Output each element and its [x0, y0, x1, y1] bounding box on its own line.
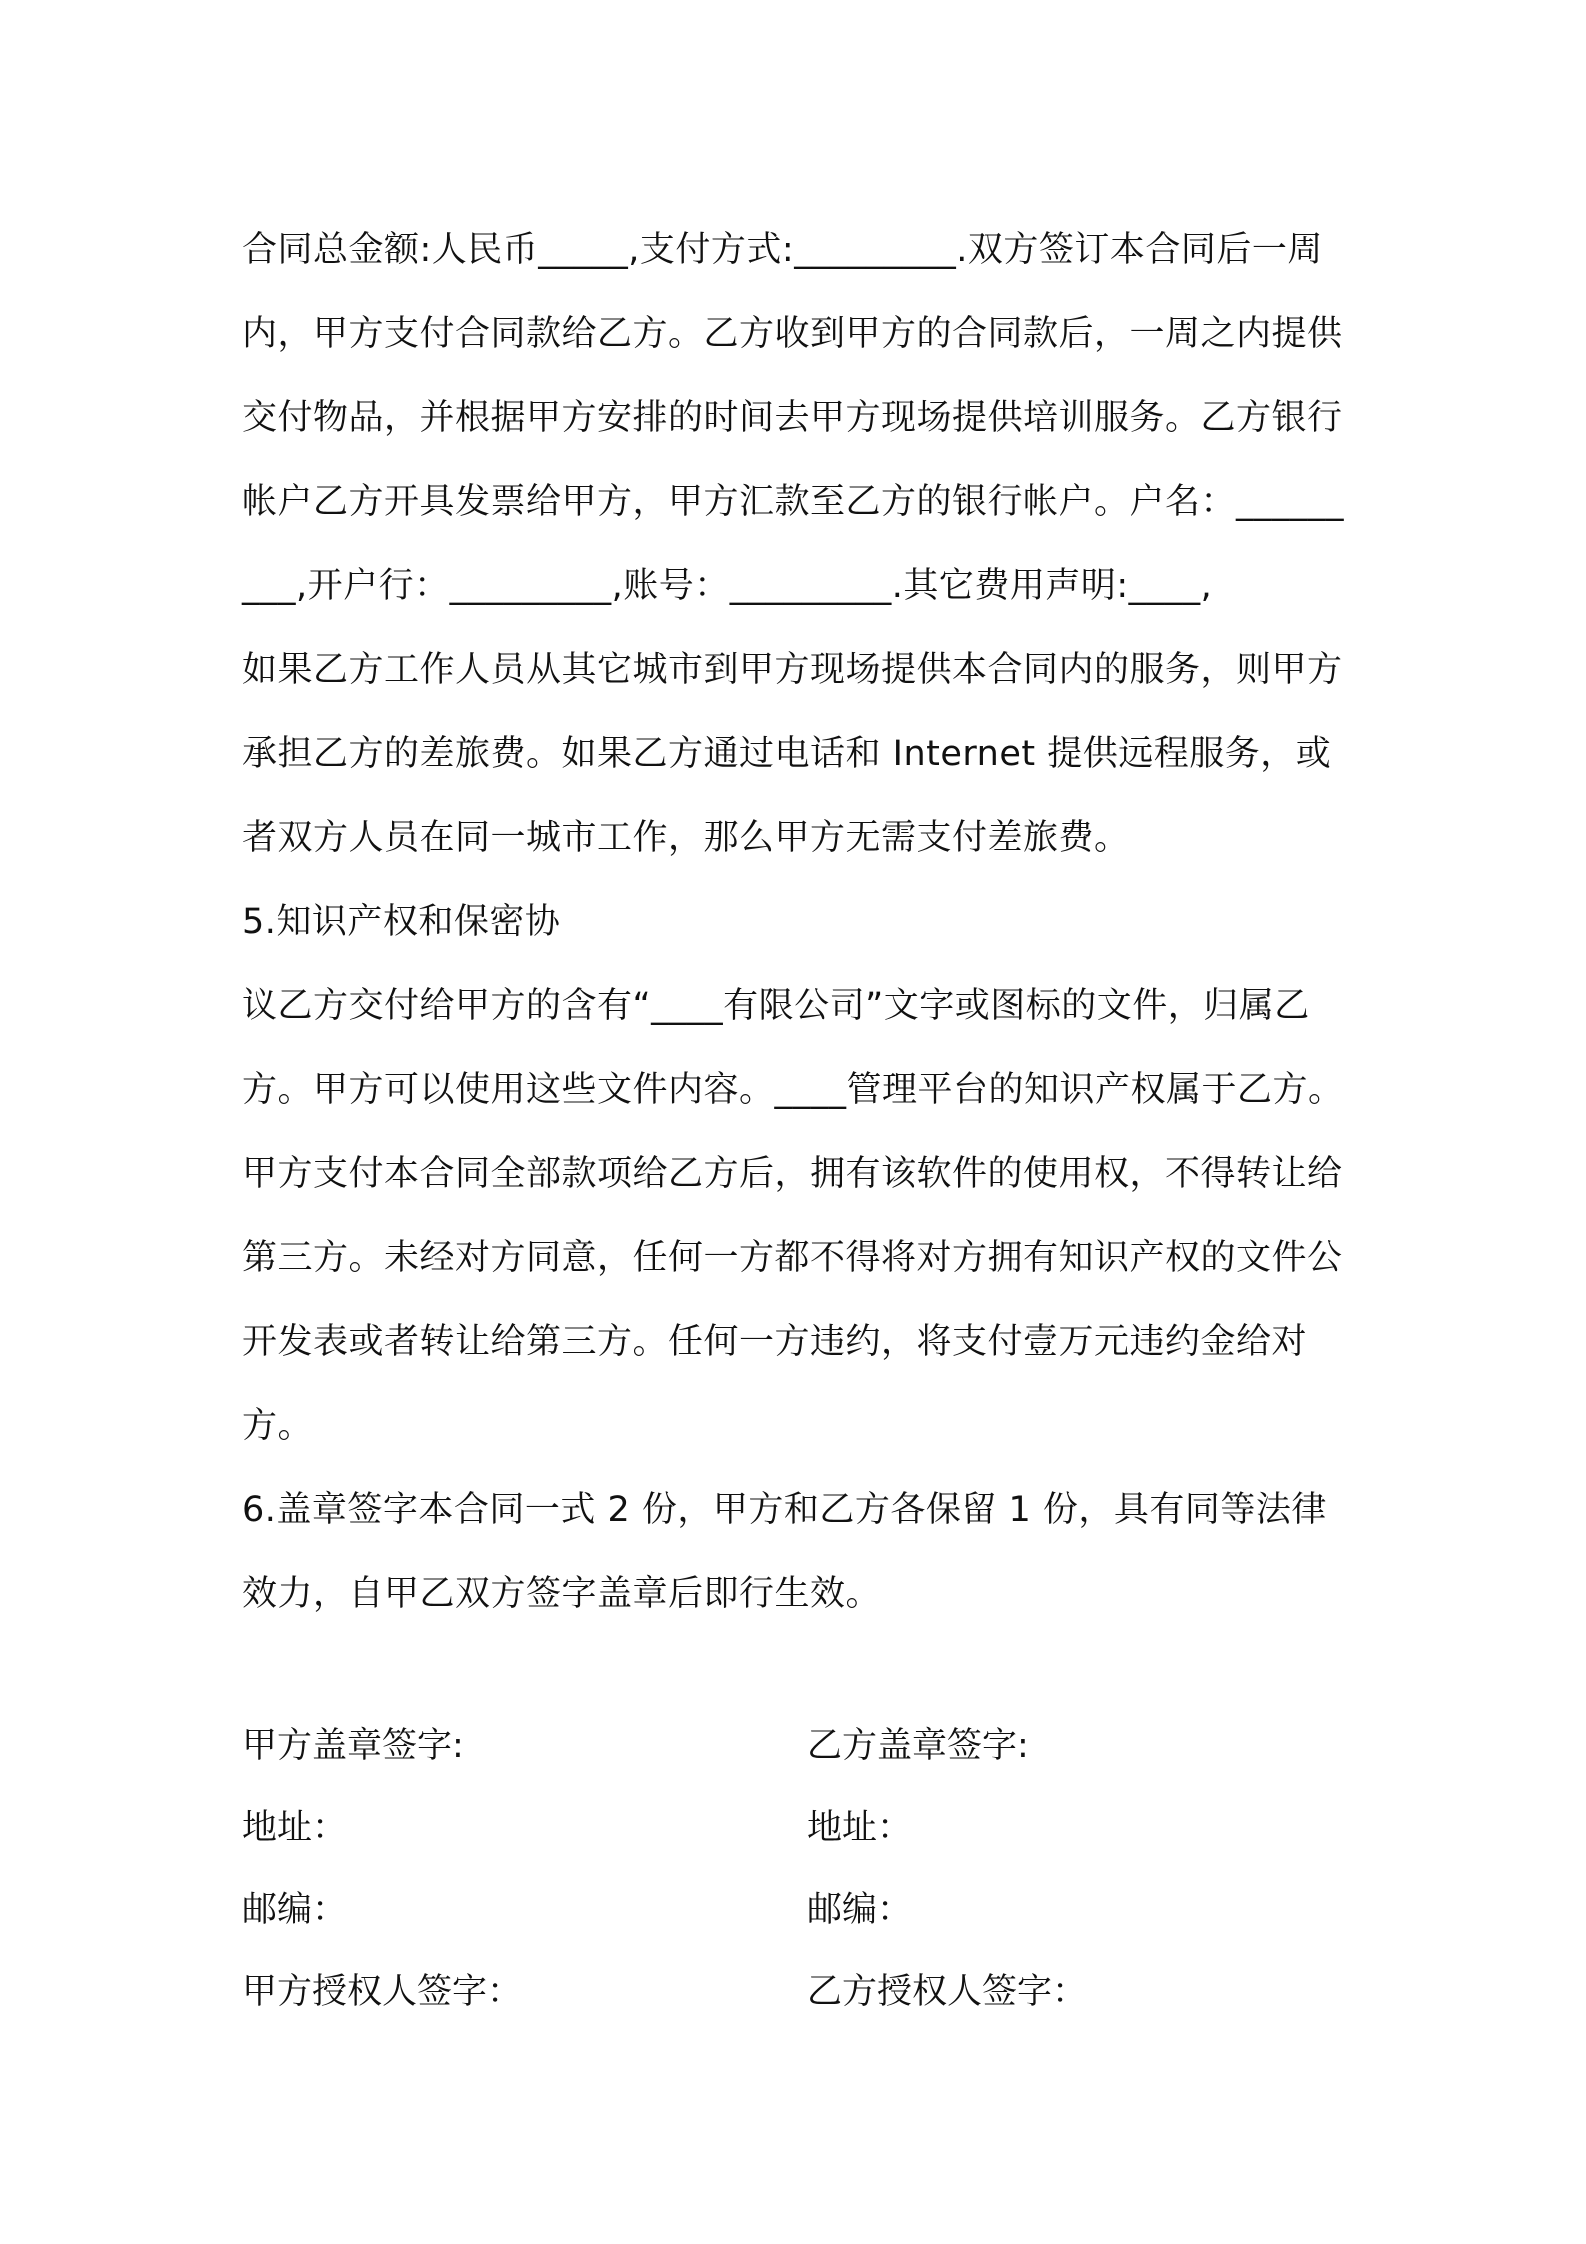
signature-row	[242, 1948, 1357, 2030]
signature-row	[242, 1866, 1357, 1948]
signature-block	[242, 1702, 1357, 2030]
contract-body	[242, 208, 1357, 1636]
travel-expense-paragraph: 如果乙方工作人员从其它城市到甲方现场提供本合同内的服务，则甲方承担乙方的差旅费。如果乙方通过电话和 Internet 提供远程服务，或者双方人员在同一城市工作，那么甲方无需支付差旅费。	[242, 650, 1343, 858]
signature-row	[242, 1784, 1357, 1866]
party-a-seal-signature: 甲方盖章签字:	[242, 1726, 464, 1766]
party-b-address: 地址：	[807, 1808, 913, 1848]
party-b-postcode: 邮编：	[807, 1890, 913, 1930]
signature-row	[242, 1702, 1357, 1784]
party-a-postcode: 邮编：	[242, 1890, 348, 1930]
signature-seal-paragraph: 6.盖章签字本合同一式 2 份，甲方和乙方各保留 1 份，具有同等法律效力，自甲乙双方签字盖章后即行生效。	[242, 1490, 1327, 1614]
payment-terms-paragraph: 合同总金额:人民币_____,支付方式:_________.双方签订本合同后一周内，甲方支付合同款给乙方。乙方收到甲方的合同款后，一周之内提供交付物品，并根据甲方安排的时间去甲方现场提供培训服务。乙方银行帐户乙方开具发票给甲方，甲方汇款至乙方的银行帐户。户名：_________,开户行：_________,账号：_________.其它费用声明:____,	[242, 230, 1345, 606]
ip-confidentiality-paragraph: 议乙方交付给甲方的含有“____有限公司”文字或图标的文件，归属乙方。甲方可以使用这些文件内容。____管理平台的知识产权属于乙方。甲方支付本合同全部款项给乙方后，拥有该软件的使用权，不得转让给第三方。未经对方同意，任何一方都不得将对方拥有知识产权的文件公开发表或者转让给第三方。任何一方违约，将支付壹万元违约金给对方。	[242, 986, 1344, 1446]
party-a-authorized-signature: 甲方授权人签字：	[242, 1972, 523, 2012]
ip-section-heading: 5.知识产权和保密协	[242, 902, 561, 942]
party-a-address: 地址：	[242, 1808, 348, 1848]
party-b-authorized-signature: 乙方授权人签字：	[807, 1972, 1088, 2012]
party-b-seal-signature: 乙方盖章签字:	[807, 1726, 1029, 1766]
